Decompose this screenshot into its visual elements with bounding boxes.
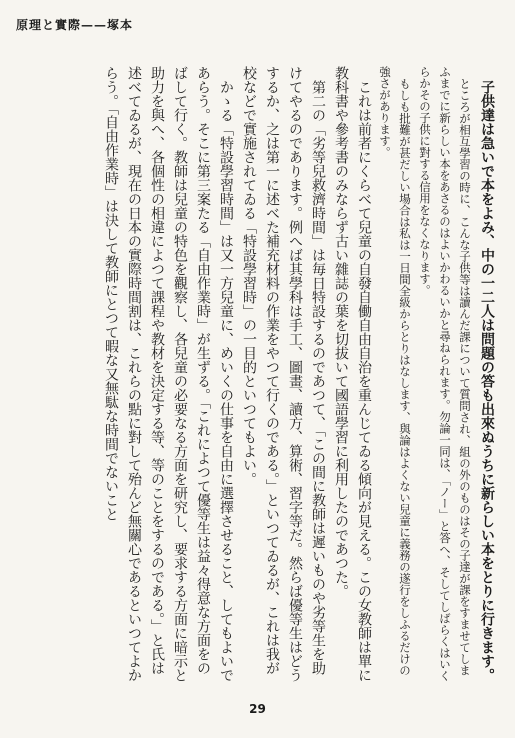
body-text <box>38 66 498 684</box>
paragraph-1: 子供達は急いで本をよみ、中の一二人は問題の答も出來ぬうちに新らしい本をとりに行きます。 <box>479 80 495 682</box>
paragraph-6: かゝる「特設學習時間」は又一方兒童に、めいくの仕事を自由に選擇させること、してもよいであらう。そこに第三案たる「自由作業時」が生ずる。「これによつて優等生は益々得意な方面をのばして行く。教師は兒童の特色を觀察し、各兒童の必要なる方面を研究し、要求する方面に暗示と助力を與へ、各個性の相違によつて課程や教材を決定する等、等のことをするのである。」と氏は述べてゐるが、現在の日本の實際時間割は、これらの點に對して殆んど無關心であるといつてよからう。「自由作業時」は決して教師にとつて暇な又無駄な時間でないこと <box>103 66 234 682</box>
paragraph-2: ところが相互學習の時に、こんな子供等は讀んだ課について質問され、組の外のものはその子達が課をすませてしまふまでに新らしい本をあさるのはよいかわるいかと尋ねられます。勿論一同は、「ノー」と答へ、そしてしばらくはいくらかその子供に對する信用をなくなります。 <box>418 66 472 682</box>
page-number: 29 <box>249 702 266 716</box>
running-head: 原理と實際——塚本 <box>16 18 134 32</box>
paragraph-5: 第二の「劣等兒救濟時間」は毎日特設するのであつて、「この間に教師は遲いものや劣等生を助けてやるのであります。例へば其學科は手工、圖畫、讀方、算術、習字等だ。然らば優等生はどうするか、之は第一に述べた補充材料の作業をやつて行くのである。」といつてゐるが、これは我が校などで實施されてゐる「特設學習時」の一目的といつてもよい。 <box>241 66 326 682</box>
paragraph-4: これは前者にくらべて兒童の自發自働自由自治を重んじてゐる傾向が見える。この女教師は單に教科書や參考書のみならず古い雜誌の葉を切拔いて國語學習に利用したのであつた。 <box>333 66 372 682</box>
paragraph-3: もしも批難が甚だしい場合は私は一日間全級からとりはなします、與論はよくない兒童に義務の遂行をしふるだけの強さがあります。 <box>378 66 412 676</box>
